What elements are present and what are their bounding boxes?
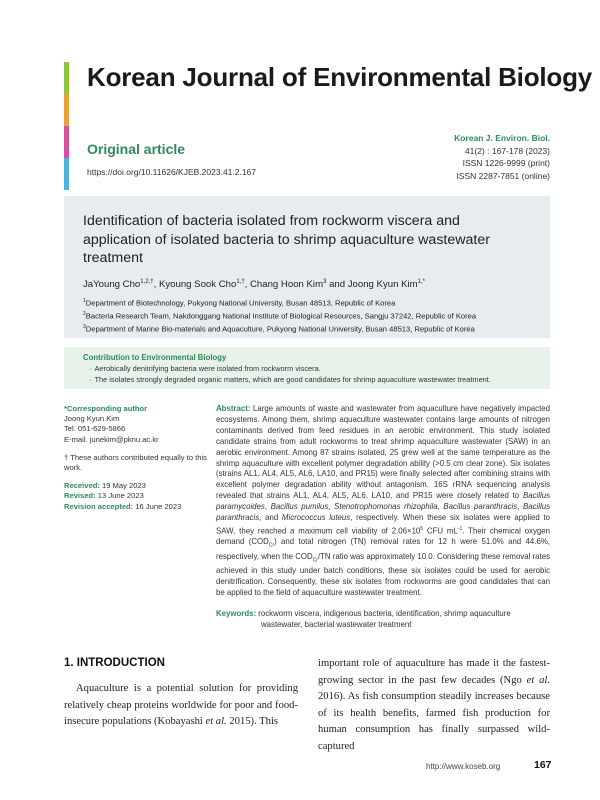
abstract-text: ,: [517, 502, 523, 512]
body-text-italic: et al.: [205, 716, 227, 727]
color-bar-orange: [64, 94, 69, 126]
subscript: Cr: [312, 557, 318, 564]
author-name: Chang Hoon Kim: [250, 278, 324, 290]
article-title: Identification of bacteria isolated from rockworm viscera and application of isolated bacteria to shrimp aquaculture wastewater treatment: [83, 213, 490, 266]
body-text: 2016). As fish consumption steadily increases because of its health benefits, farmed fish production for human consumption has finally surpassed wild-captured: [318, 691, 550, 752]
keywords: [216, 609, 550, 631]
color-bar-pink: [64, 126, 69, 158]
contribution-heading: Contribution to Environmental Biology: [83, 353, 227, 362]
corresponding-author-email[interactable]: E-mail. junekim@pknu.ac.kr: [64, 434, 159, 444]
volume-pages: 41(2) : 167-178 (2023): [464, 145, 550, 156]
author-sup: 1,*: [417, 278, 425, 285]
affil-num: 1: [83, 297, 86, 304]
page-number: 167: [534, 759, 552, 771]
corresponding-author-tel: Tel. 051-629-5866: [64, 424, 126, 434]
contribution-box: [64, 347, 550, 389]
species-name: Bacillus paranthracis: [443, 502, 518, 512]
journal-title: Korean Journal of Environmental Biology: [87, 62, 593, 92]
keywords-text: rockworm viscera, indigenous bacteria, identification, shrimp aquaculture: [256, 609, 511, 618]
color-bar-green: [64, 62, 69, 94]
affiliations: [83, 296, 550, 335]
subscript: Cr: [268, 543, 275, 550]
revised-value: 13 June 2023: [95, 491, 144, 501]
body-text: Aquaculture is a potential solution for providing relatively cheap proteins worldwide for poor and food-insecure populations (Kobayashi: [64, 683, 298, 727]
received-label: Received:: [64, 481, 100, 491]
species-name: Bacillus pumilus: [270, 502, 329, 512]
author-sup: 1,2,†: [140, 278, 154, 285]
article-header-box: [64, 196, 550, 338]
doi-link[interactable]: https://doi.org/10.11626/KJEB.2023.41.2.167: [87, 167, 257, 177]
author-sep: ,: [244, 278, 250, 290]
article-type: Original article: [87, 141, 186, 157]
revised-date: [64, 491, 209, 501]
citation-block: [454, 132, 550, 182]
abstract-text: , and: [259, 513, 282, 523]
abstract-text: Large amounts of waste and wastewater from aquaculture have negatively impacted ecosystems. Among them, shrimp aquaculture wastewater contains large amounts of nitrogen contaminants derived from feed residues in an aerobic environment. This study isolated candidate strains from adult rockworms to treat shrimp aquaculture wastewater (SAW) in an aerobic environment. Among 87 strains isolated, 25 grew well at the same temperature as the shrimp aquaculture with excellent polymer degradation ability (>0.5 cm clear zone). Six isolates (strains AL1, AL4, AL5, AL6, LA10, and PR15) were finally selected after combining strains with excellent polymer degradation ability without antagonism. 16S rRNA sequencing analysis revealed that strains AL1, AL4, AL5, AL6, LA10, and PR15 were closely related to: [216, 404, 550, 501]
keywords-line: [216, 609, 550, 620]
abstract-text: ,: [437, 502, 444, 512]
abstract-text: ) and total nitrogen (TN) removal rates for 12 h were 51.0% and 44.6%, respectively, when the COD: [216, 537, 550, 561]
affiliation: [83, 322, 550, 335]
body-text-right: [318, 656, 550, 755]
spacer: [64, 473, 209, 481]
color-bar-blue: [64, 158, 69, 190]
affil-num: 3: [83, 323, 86, 330]
body-text-italic: et al.: [526, 674, 551, 686]
issn-print: ISSN 1226-9999 (print): [462, 158, 550, 169]
contribution-item: · Aerobically denitrifying bacteria were isolated from rockworm viscera.: [83, 364, 550, 373]
author-sup: 1,†: [236, 278, 245, 285]
affiliation: [83, 309, 550, 322]
abstract-text: ,: [328, 502, 335, 512]
author-sep: and: [326, 278, 348, 290]
species-name: Micrococcus luteus: [281, 513, 351, 523]
corresponding-author-label: *Corresponding author: [64, 404, 148, 413]
article-sidebar: [64, 404, 209, 512]
affiliation: [83, 296, 550, 309]
abstract-label: Abstract:: [216, 404, 251, 413]
abstract-text: /TN ratio was approximately 10.0. Considering these removal rates achieved in this study under batch conditions, these six isolates could be used for aerobic denitrification. Consequently, these six isolates from rockworms are good candidates that can be applied to the field of aquaculture wastewater treatment.: [216, 551, 550, 598]
journal-abbrev: Korean J. Environ. Biol.: [454, 133, 550, 143]
abstract-text: CFU mL: [423, 526, 458, 536]
superscript: -1: [457, 525, 463, 532]
author-sep: ,: [153, 278, 159, 290]
superscript: 5: [420, 525, 424, 532]
journal-color-bar: [64, 62, 69, 190]
spacer: [64, 445, 209, 453]
body-text: 2015). This: [226, 716, 279, 727]
affil-text: Department of Biotechnology, Pukyong National University, Busan 48513, Republic of Korea: [85, 298, 396, 308]
affil-text: Bacteria Research Team, Nakdonggang National Institute of Biological Resources, Sangju 37242, Republic of Korea: [85, 311, 477, 321]
author-name: Kyoung Sook Cho: [158, 278, 237, 290]
keywords-line: wastewater, bacterial wastewater treatment: [261, 619, 412, 629]
accepted-value: 16 June 2023: [133, 501, 182, 511]
abstract: [216, 404, 550, 599]
affil-num: 2: [83, 310, 86, 317]
author-name: Joong Kyun Kim: [347, 278, 418, 290]
body-text: important role of aquaculture has made it the fastest-growing sector in the past few decades (Ngo: [318, 658, 550, 686]
footer-url[interactable]: http://www.koseb.org: [426, 762, 501, 771]
species-name: Bacillus paranthracis: [216, 502, 550, 523]
received-date: [64, 481, 209, 491]
issn-online: ISSN 2287-7851 (online): [456, 170, 550, 181]
abstract-text: , respectively. When these six isolates were applied to SAW, they reached a maximum cell viability of 2.06×10: [216, 513, 550, 536]
abstract-text: . Their chemical oxygen demand (COD: [216, 526, 550, 547]
accepted-label: Revision accepted:: [64, 501, 134, 511]
abstract-text: ,: [264, 502, 271, 512]
accepted-date: [64, 502, 209, 512]
author-sup: 3: [323, 278, 327, 285]
contribution-item: · The isolates strongly degraded organic matters, which are good candidates for shrimp aquaculture wastewater treatment.: [83, 375, 550, 384]
species-name: Bacillus paramycoides: [216, 491, 550, 512]
author-name: JaYoung Cho: [83, 278, 141, 290]
equal-contribution-note: † These authors contributed equally to this work.: [64, 452, 207, 473]
keywords-label: Keywords:: [216, 609, 257, 618]
section-heading: 1. INTRODUCTION: [64, 657, 165, 669]
corresponding-author-name: Joong Kyun Kim: [64, 414, 120, 424]
species-name: Stenotrophomonas rhizophila: [334, 502, 438, 512]
affil-text: Department of Marine Bio-materials and Aquaculture, Pukyong National University, Busan 48513, Republic of Korea: [85, 324, 475, 334]
revised-label: Revised:: [64, 491, 96, 501]
author-list: [83, 279, 550, 290]
received-value: 19 May 2023: [99, 481, 146, 491]
body-text-left: [64, 681, 298, 731]
